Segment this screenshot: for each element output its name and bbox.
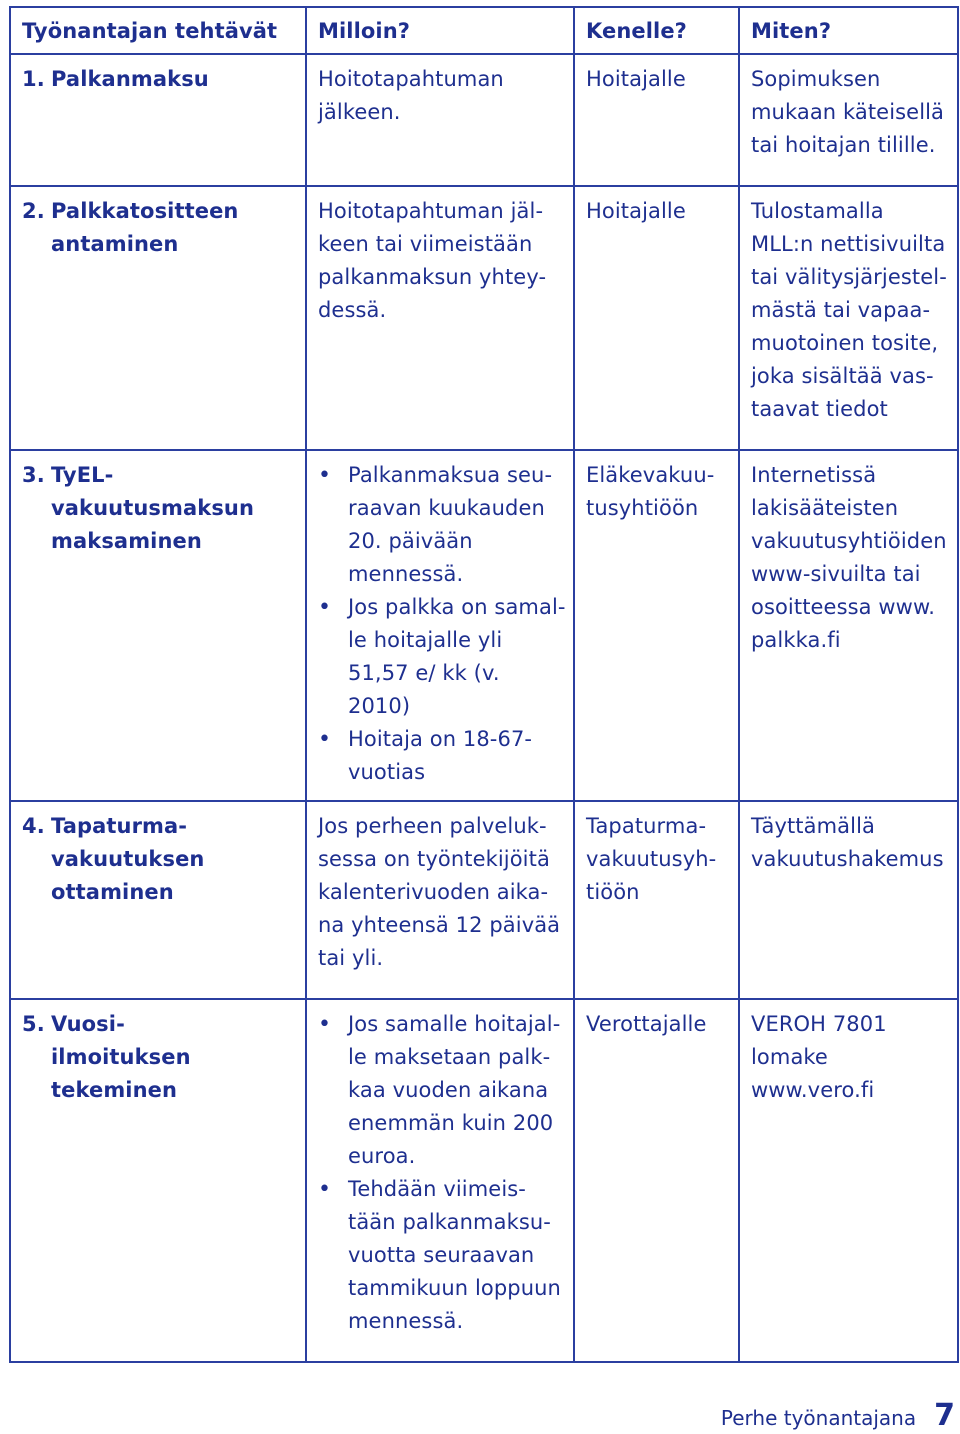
task-cell [10, 186, 306, 450]
footer-title: Perhe työnantajana [720, 1406, 917, 1430]
bullet-item: • Tehdään viimeis-tään palkanmaksu-vuotta seuraavan tammikuun loppuun mennessä. [318, 1173, 567, 1338]
table-row [10, 54, 958, 186]
task-name: Palkkatositteen antaminen [51, 199, 239, 256]
task-name: Vuosi-ilmoituksen tekeminen [51, 1012, 191, 1102]
to-whom-cell: Hoitajalle [574, 186, 739, 450]
table-row [10, 801, 958, 999]
to-whom-cell: Eläkevakuu-tusyhtiöön [574, 450, 739, 801]
table-row [10, 450, 958, 801]
header-to-whom: Kenelle? [574, 7, 739, 54]
table-row [10, 999, 958, 1362]
when-bullet-list [318, 459, 567, 789]
page-footer [721, 1398, 955, 1433]
to-whom-cell: Hoitajalle [574, 54, 739, 186]
when-cell: Jos perheen palveluk-sessa on työntekijöitä kalenterivuoden aika-na yhteensä 12 päivää tai yli. [306, 801, 574, 999]
task-number: 2. [22, 199, 45, 223]
task-number: 3. [22, 463, 45, 487]
how-cell: Tulostamalla MLL:n nettisivuilta tai välitysjärjestel-mästä tai vapaa-muotoinen tosite, joka sisältää vas-taavat tiedot [739, 186, 958, 450]
how-cell: Sopimuksen mukaan käteisellä tai hoitajan tilille. [739, 54, 958, 186]
task-cell [10, 801, 306, 999]
bullet-item: • Hoitaja on 18-67-vuotias [318, 723, 567, 789]
header-how: Miten? [739, 7, 958, 54]
when-bullet-list [318, 1008, 567, 1338]
how-cell: VEROH 7801 lomake www.vero.fi [739, 999, 958, 1362]
header-when: Milloin? [306, 7, 574, 54]
employer-tasks-table [9, 6, 959, 1363]
when-cell: Hoitotapahtuman jälkeen. [306, 54, 574, 186]
to-whom-cell: Verottajalle [574, 999, 739, 1362]
task-name: Tapaturma-vakuutuksen ottaminen [51, 814, 205, 904]
task-cell [10, 450, 306, 801]
table-header-row [10, 7, 958, 54]
bullet-item: • Palkanmaksua seu-raavan kuukauden 20. päivään mennessä. [318, 459, 567, 591]
bullet-item: • Jos palkka on samal-le hoitajalle yli 51,57 e/ kk (v. 2010) [318, 591, 567, 723]
bullet-item: • Jos samalle hoitajal-le maksetaan palk-kaa vuoden aikana enemmän kuin 200 euroa. [318, 1008, 567, 1173]
page-number: 7 [934, 1398, 955, 1433]
how-cell: Täyttämällä vakuutushakemus [739, 801, 958, 999]
when-cell: Hoitotapahtuman jäl-keen tai viimeistään palkanmaksun yhtey-dessä. [306, 186, 574, 450]
task-name: Palkanmaksu [51, 67, 209, 91]
how-cell: Internetissä lakisääteisten vakuutusyhtiöiden www-sivuilta tai osoitteessa www. palkka.fi [739, 450, 958, 801]
header-tasks: Työnantajan tehtävät [10, 7, 306, 54]
table-row [10, 186, 958, 450]
task-number: 1. [22, 67, 45, 91]
when-cell [306, 450, 574, 801]
task-name: TyEL-vakuutusmaksun maksaminen [51, 463, 255, 553]
when-cell [306, 999, 574, 1362]
to-whom-cell: Tapaturma-vakuutusyh-tiöön [574, 801, 739, 999]
task-number: 5. [22, 1012, 45, 1036]
task-cell [10, 54, 306, 186]
task-cell [10, 999, 306, 1362]
task-number: 4. [22, 814, 45, 838]
